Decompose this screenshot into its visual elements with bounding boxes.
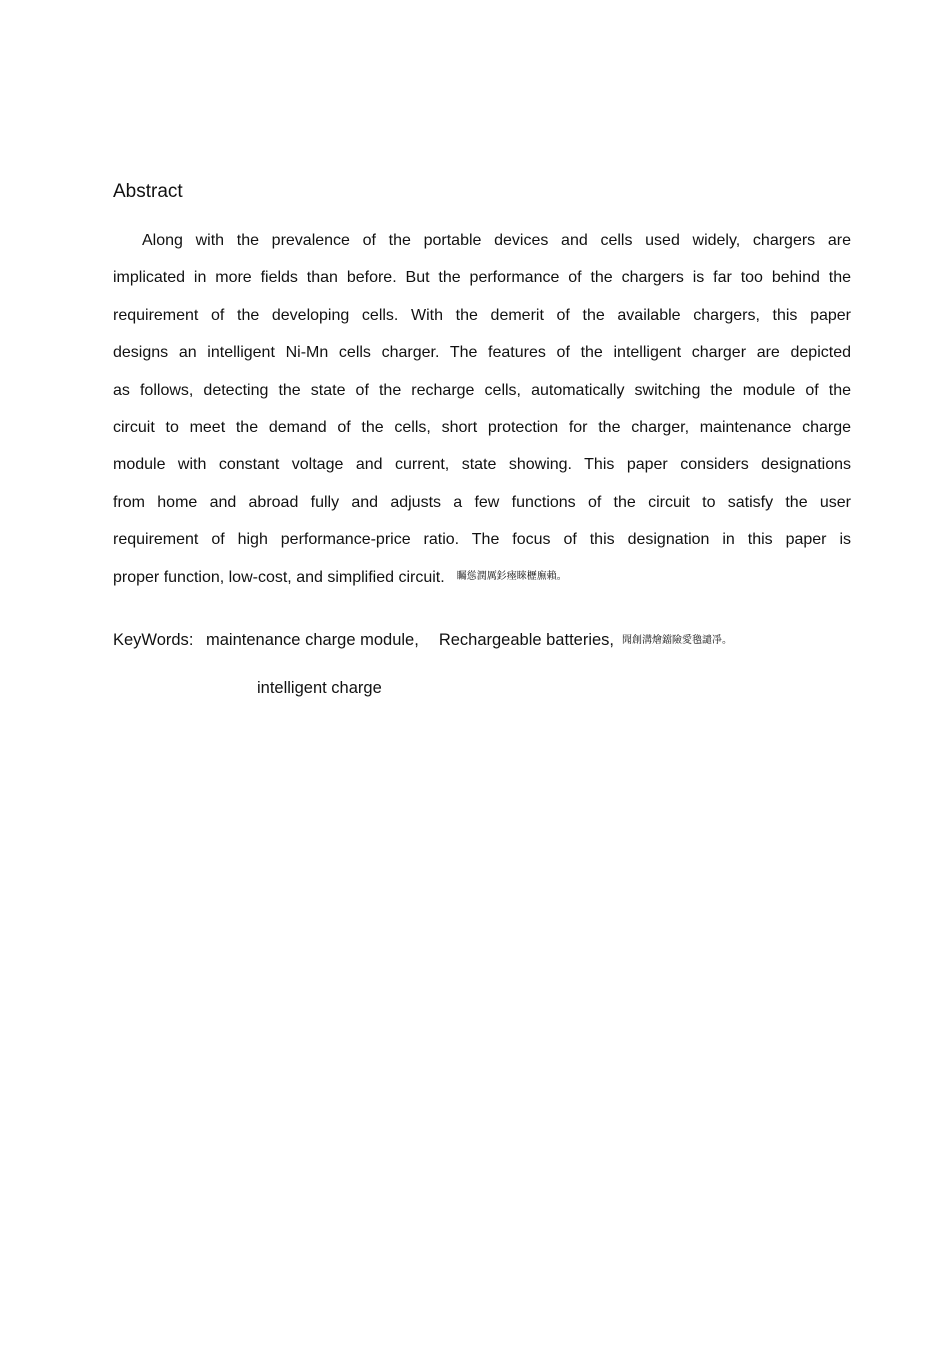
abstract-body <box>113 222 851 596</box>
abstract-line: requirement of high performance-price ratio. The focus of this designation in this paper is <box>113 531 851 549</box>
keyword-item: maintenance charge module <box>206 631 415 649</box>
keywords-row <box>113 628 732 655</box>
keyword-item: intelligent charge <box>257 679 382 697</box>
keywords-colon: : <box>188 631 194 649</box>
abstract-line-text: proper function, low-cost, and simplified circuit. <box>113 568 445 586</box>
abstract-last-line <box>113 559 851 596</box>
keyword-separator: , <box>414 631 419 649</box>
abstract-line: module with constant voltage and current, state showing. This paper considers designations <box>113 456 851 474</box>
abstract-line: requirement of the developing cells. With the demerit of the available chargers, this paper <box>113 306 851 324</box>
keywords-label: KeyWords <box>113 631 189 649</box>
keyword-item: Rechargeable batteries <box>438 631 610 649</box>
abstract-line: Along with the prevalence of the portable devices and cells used widely, chargers are <box>142 232 851 249</box>
abstract-heading: Abstract <box>113 181 183 202</box>
garbled-text: 矚慫潤厲釤瘞睞櫪廡賴。 <box>456 570 567 582</box>
keywords-row-continued <box>257 676 382 700</box>
abstract-line: implicated in more fields than before. But the performance of the chargers is far too behind the <box>113 269 851 287</box>
abstract-line: from home and abroad fully and adjusts a few functions of the circuit to satisfy the user <box>113 493 851 511</box>
keyword-separator: , <box>609 631 615 649</box>
abstract-line: circuit to meet the demand of the cells, short protection for the charger, maintenance charge <box>113 418 851 436</box>
garbled-text: 聞創溝燴鐺險愛氌譴凈。 <box>622 635 733 646</box>
abstract-line: as follows, detecting the state of the recharge cells, automatically switching the module of the <box>113 381 851 399</box>
abstract-line: designs an intelligent Ni-Mn cells charger. The features of the intelligent charger are depicted <box>113 344 851 362</box>
